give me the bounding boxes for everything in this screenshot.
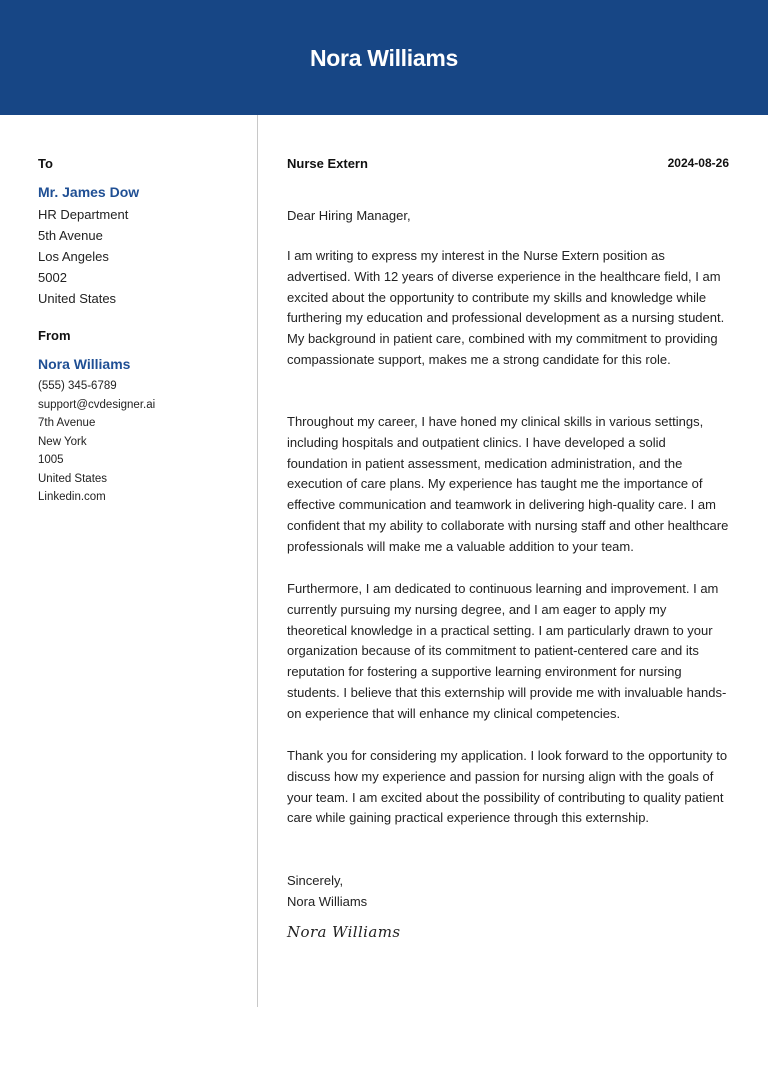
recipient-line: United States	[38, 291, 117, 306]
from-section-title: From	[38, 328, 71, 343]
recipient-line: 5002	[38, 270, 67, 285]
recipient-address	[38, 204, 128, 309]
paragraph: Thank you for considering my application. I look forward to the opportunity to discuss how my experience and passion for nursing align with the goals of your team. I am excited about the possibility of contributing to quality patient care while gaining practical experience through this externship.	[287, 748, 728, 826]
sender-line: United States	[38, 472, 108, 485]
closing: Sincerely,	[287, 873, 344, 888]
sender-name: Nora Williams	[38, 356, 131, 372]
paragraph: Throughout my career, I have honed my clinical skills in various settings, including hospitals and outpatient clinics. I have developed a solid foundation in patient assessment, medication administration, and the execution of care plans. My experience has taught me the importance of effective communication and teamwork in delivering high-quality care. I am confident that my ability to collaborate with nursing staff and other healthcare professionals will make me a valuable addition to your team.	[287, 414, 729, 554]
sender-line: 1005	[38, 454, 64, 466]
recipient-name: Mr. James Dow	[38, 184, 140, 200]
applicant-name: Nora Williams	[310, 45, 458, 71]
column-divider	[257, 115, 258, 1007]
paragraph: I am writing to express my interest in the Nurse Extern position as advertised. With 12 years of diverse experience in the healthcare field, I am excited about the opportunity to contribute my skills and knowledge while furthering my education and professional development as a nursing student. My background in patient care, combined with my commitment to providing compassionate support, makes me a strong candidate for this role.	[287, 248, 725, 367]
signature: Nora Williams	[287, 923, 401, 941]
closing-block	[287, 870, 367, 912]
recipient-line: Los Angeles	[38, 249, 109, 264]
paragraph: Furthermore, I am dedicated to continuous learning and improvement. I am currently pursuing my nursing degree, and I am eager to apply my theoretical knowledge in a practical setting. I am particularly drawn to your organization because of its commitment to patient-centered care and its reputation for fostering a supportive learning environment for nursing students. I believe that this externship will provide me with invaluable hands-on experience that will enhance my clinical competencies.	[287, 581, 727, 721]
sender-email: support@cvdesigner.ai	[38, 398, 156, 411]
signoff-name: Nora Williams	[287, 894, 368, 909]
sender-contact	[38, 377, 155, 507]
sender-line: New York	[38, 435, 87, 448]
recipient-line: HR Department	[38, 207, 129, 222]
header-banner	[0, 0, 768, 115]
greeting: Dear Hiring Manager,	[287, 208, 411, 223]
job-title: Nurse Extern	[287, 156, 368, 171]
sender-phone: (555) 345-6789	[38, 380, 117, 392]
recipient-line: 5th Avenue	[38, 228, 103, 243]
letter-date: 2024-08-26	[667, 156, 729, 170]
to-section-title: To	[38, 156, 53, 171]
sender-linkedin: Linkedin.com	[38, 491, 106, 503]
sender-line: 7th Avenue	[38, 417, 96, 429]
